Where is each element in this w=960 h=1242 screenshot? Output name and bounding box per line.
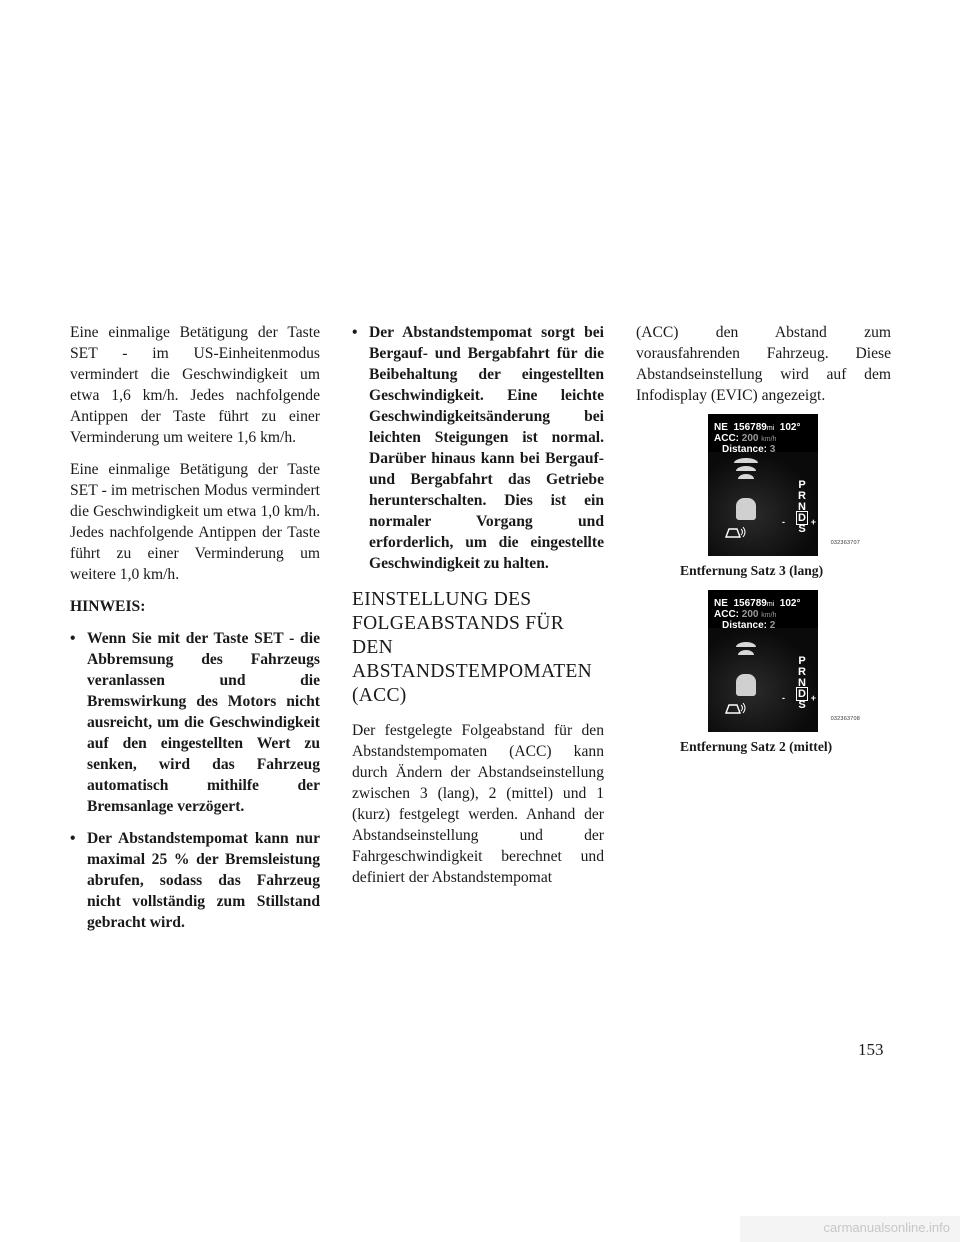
acc-warning-icon <box>724 700 746 714</box>
bullet-text: Der Abstandstempomat sorgt bei Bergauf- und Bergabfahrt für die Beibehaltung der eingestellten Geschwindigkeit. Eine leichte Geschwindigkeitsänderung bei leichten Steigungen ist normal. Darüber hinaus kann bei Bergauf- und Bergabfahrt das Getriebe herunterschalten. Dies ist ein normaler Vorgang und erforderlich, um die eingestellte Geschwindigkeit zu halten. <box>369 324 604 572</box>
temperature: 102° <box>779 598 801 609</box>
bullet-icon: • <box>70 830 76 847</box>
gear-d: D <box>798 512 806 524</box>
bullet-item <box>352 322 604 574</box>
minus-sign: - <box>782 693 785 703</box>
gear-d: D <box>798 688 806 700</box>
cluster-display <box>708 414 860 556</box>
bullet-icon: • <box>70 630 76 647</box>
distance-label: Distance: <box>722 444 768 455</box>
column-2 <box>352 322 604 899</box>
acc-value: 200 <box>741 433 759 444</box>
watermark <box>740 1216 960 1242</box>
paragraph-metric-mode: Eine einmalige Betätigung der Taste SET - im metrischen Modus vermindert die Geschwindigkeit um etwa 1,0 km/h. Jedes nachfolgende Antippen der Taste führt zu einer Verminderung um weitere 1,0 km/h. <box>70 461 320 583</box>
bullet-item <box>70 628 320 817</box>
gear-p: P <box>798 479 806 491</box>
temperature: 102° <box>779 422 801 433</box>
figure-distance-2 <box>636 590 891 756</box>
gear-s: S <box>798 523 806 535</box>
paragraph-evic: (ACC) den Abstand zum vorausfahrenden Fahrzeug. Diese Abstandseinstellung wird auf dem Infodisplay (EVIC) angezeigt. <box>636 324 891 404</box>
gear-r: R <box>798 666 806 678</box>
plus-sign: + <box>810 517 816 527</box>
odometer-unit: mi <box>766 601 775 608</box>
figure-distance-3 <box>636 414 891 580</box>
figure-code: 032363708 <box>830 716 860 722</box>
figure-caption: Entfernung Satz 3 (lang) <box>680 563 824 578</box>
gear-r: R <box>798 490 806 502</box>
distance-bars-icon <box>734 458 758 482</box>
distance-line <box>722 615 775 636</box>
plus-sign: + <box>810 693 816 703</box>
gear-p: P <box>798 655 806 667</box>
column-3 <box>636 322 891 756</box>
odometer-value: 156789 <box>733 598 767 609</box>
distance-label: Distance: <box>722 620 768 631</box>
page-number: 153 <box>858 1040 884 1059</box>
odometer-unit: mi <box>766 425 775 432</box>
acc-warning-icon <box>724 524 746 538</box>
figure-caption: Entfernung Satz 2 (mittel) <box>680 739 833 754</box>
odometer-value: 156789 <box>733 422 767 433</box>
cluster-display <box>708 590 860 732</box>
bullet-list <box>352 322 604 574</box>
bullet-item <box>70 828 320 933</box>
compass-heading: NE <box>714 598 728 609</box>
car-icon <box>736 498 756 520</box>
bullet-icon: • <box>352 324 358 341</box>
distance-value: 3 <box>769 444 776 455</box>
gear-n: N <box>798 501 806 513</box>
acc-unit: km/h <box>761 612 777 619</box>
note-label: HINWEIS: <box>70 598 146 615</box>
acc-label: ACC: <box>714 609 739 620</box>
acc-unit: km/h <box>761 436 777 443</box>
figure-code: 032363707 <box>830 540 860 546</box>
distance-bars-icon <box>734 642 758 658</box>
acc-value: 200 <box>741 609 759 620</box>
section-heading: EINSTELLUNG DES FOLGEABSTANDS FÜR DEN ABSTANDSTEMPOMATEN (ACC) <box>352 589 593 706</box>
distance-line <box>722 439 775 460</box>
watermark-text: carmanualsonline.info <box>823 1220 950 1235</box>
distance-value: 2 <box>769 620 776 631</box>
gear-s: S <box>798 699 806 711</box>
minus-sign: - <box>782 517 785 527</box>
shift-minus-plus <box>782 688 816 709</box>
gear-n: N <box>798 677 806 689</box>
column-1 <box>70 322 320 944</box>
bullet-text: Der Abstandstempomat kann nur maximal 25 % der Bremsleistung abrufen, sodass das Fahrzeug nicht vollständig zum Stillstand gebracht wird. <box>87 830 320 931</box>
shift-minus-plus <box>782 512 816 533</box>
note-bullet-list <box>70 628 320 933</box>
acc-label: ACC: <box>714 433 739 444</box>
paragraph-us-mode: Eine einmalige Betätigung der Taste SET - im US-Einheitenmodus vermindert die Geschwindigkeit um etwa 1,6 km/h. Jedes nachfolgende Antippen der Taste führt zu einer Verminderung um weitere 1,6 km/h. <box>70 324 320 446</box>
bullet-text: Wenn Sie mit der Taste SET - die Abbremsung des Fahrzeugs veranlassen und die Bremswirkung des Motors nicht ausreicht, um die Geschwindigkeit auf den eingestellten Wert zu senken, wird das Fahrzeug automatisch mithilfe der Bremsanlage verzögert. <box>87 630 320 815</box>
car-icon <box>736 674 756 696</box>
paragraph-distance-setting: Der festgelegte Folgeabstand für den Abstandstempomaten (ACC) kann durch Ändern der Abstandseinstellung zwischen 3 (lang), 2 (mittel) und 1 (kurz) festgelegt werden. Anhand der Abstandseinstellung und der Fahrgeschwindigkeit berechnet und definiert der Abstandstempomat <box>352 722 604 886</box>
compass-heading: NE <box>714 422 728 433</box>
